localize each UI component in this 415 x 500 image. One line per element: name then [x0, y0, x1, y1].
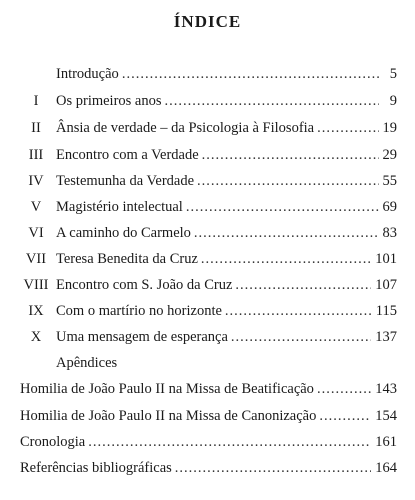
toc-entry-label: Os primeiros anos — [56, 93, 162, 109]
chapter-numeral: II — [31, 120, 41, 136]
toc-row — [20, 457, 397, 479]
toc-page-number: 164 — [375, 460, 397, 476]
toc-page-number: 107 — [375, 277, 397, 293]
toc-entry-appendix-2[interactable] — [0, 405, 415, 427]
toc-row — [56, 170, 397, 192]
toc-entry-label: Com o martírio no horizonte — [56, 303, 222, 319]
toc-row — [56, 196, 397, 218]
appendix-heading: Apêndices — [56, 355, 118, 371]
dot-leader — [88, 431, 371, 453]
toc-entry-appendix-3[interactable] — [0, 431, 415, 453]
chapter-numeral: V — [30, 199, 42, 215]
toc-entry-chapter-6[interactable] — [0, 222, 415, 244]
toc-page-number: 154 — [375, 408, 397, 424]
appendix-heading-row — [0, 352, 415, 374]
dot-leader — [225, 300, 372, 322]
toc-entry-label: Referências bibliográficas — [20, 460, 172, 476]
toc-row — [56, 300, 397, 322]
chapter-numeral: VI — [28, 225, 44, 241]
toc-entry-introduction[interactable] — [0, 63, 415, 85]
dot-leader — [202, 144, 379, 166]
toc-page-number: 115 — [375, 303, 397, 319]
toc-entry-label: Teresa Benedita da Cruz — [56, 251, 198, 267]
dot-leader — [175, 457, 371, 479]
toc-row — [56, 90, 397, 112]
toc-page-number: 101 — [375, 251, 397, 267]
chapter-numeral: VII — [25, 251, 47, 267]
dot-leader — [165, 90, 379, 112]
toc-page-number: 9 — [389, 93, 397, 109]
toc-page-number: 5 — [389, 66, 397, 82]
toc-page-number: 29 — [382, 147, 397, 163]
toc-entry-label: Cronologia — [20, 434, 86, 450]
dot-leader — [201, 248, 371, 270]
dot-leader — [122, 63, 379, 85]
toc-row — [56, 144, 397, 166]
toc-entry-label: Uma mensagem de esperança — [56, 329, 228, 345]
toc-entry-chapter-7[interactable] — [0, 248, 415, 270]
chapter-numeral: I — [33, 93, 39, 109]
toc-page-number: 69 — [382, 199, 397, 215]
toc-entry-label: Magistério intelectual — [56, 199, 183, 215]
toc-entry-chapter-3[interactable] — [0, 144, 415, 166]
chapter-numeral: IX — [28, 303, 44, 319]
toc-entry-label: Encontro com S. João da Cruz — [56, 277, 233, 293]
toc-page-number: 137 — [375, 329, 397, 345]
toc-row — [20, 378, 397, 400]
toc-entry-label: Encontro com a Verdade — [56, 147, 199, 163]
chapter-numeral: X — [30, 329, 42, 345]
chapter-numeral: III — [28, 147, 44, 163]
dot-leader — [197, 170, 378, 192]
toc-row — [20, 405, 397, 427]
toc-entry-label: Homilia de João Paulo II na Missa de Beatificação — [20, 381, 314, 397]
toc-entry-chapter-8[interactable] — [0, 274, 415, 296]
toc-entry-appendix-1[interactable] — [0, 378, 415, 400]
toc-entry-chapter-9[interactable] — [0, 300, 415, 322]
dot-leader — [317, 378, 371, 400]
toc-entry-chapter-1[interactable] — [0, 90, 415, 112]
dot-leader — [319, 405, 371, 427]
toc-page-number: 55 — [382, 173, 397, 189]
page-title: ÍNDICE — [173, 12, 242, 31]
toc-page-number: 83 — [382, 225, 397, 241]
toc-entry-label: Testemunha da Verdade — [56, 173, 195, 189]
toc-entry-label: A caminho do Carmelo — [56, 225, 191, 241]
toc-row — [20, 431, 397, 453]
toc-page-number: 161 — [375, 434, 397, 450]
toc-entry-chapter-4[interactable] — [0, 170, 415, 192]
dot-leader — [235, 274, 371, 296]
toc-row — [56, 248, 397, 270]
chapter-numeral: IV — [28, 173, 44, 189]
toc-row — [56, 117, 397, 139]
dot-leader — [194, 222, 379, 244]
toc-entry-label: Homilia de João Paulo II na Missa de Canonização — [20, 408, 317, 424]
toc-page-number: 143 — [375, 381, 397, 397]
toc-row — [56, 274, 397, 296]
toc-entry-label: Introdução — [56, 66, 119, 82]
toc-row — [56, 222, 397, 244]
toc-entry-chapter-2[interactable] — [0, 117, 415, 139]
dot-leader — [317, 117, 378, 139]
dot-leader — [186, 196, 379, 218]
chapter-numeral: VIII — [23, 277, 49, 293]
toc-entry-label: Ânsia de verdade – da Psicologia à Filosofia — [56, 120, 315, 136]
toc-row — [56, 326, 397, 348]
dot-leader — [231, 326, 371, 348]
toc-entry-chapter-10[interactable] — [0, 326, 415, 348]
toc-entry-appendix-4[interactable] — [0, 457, 415, 479]
toc-page-number: 19 — [382, 120, 397, 136]
toc-row — [56, 63, 397, 85]
toc-entry-chapter-5[interactable] — [0, 196, 415, 218]
